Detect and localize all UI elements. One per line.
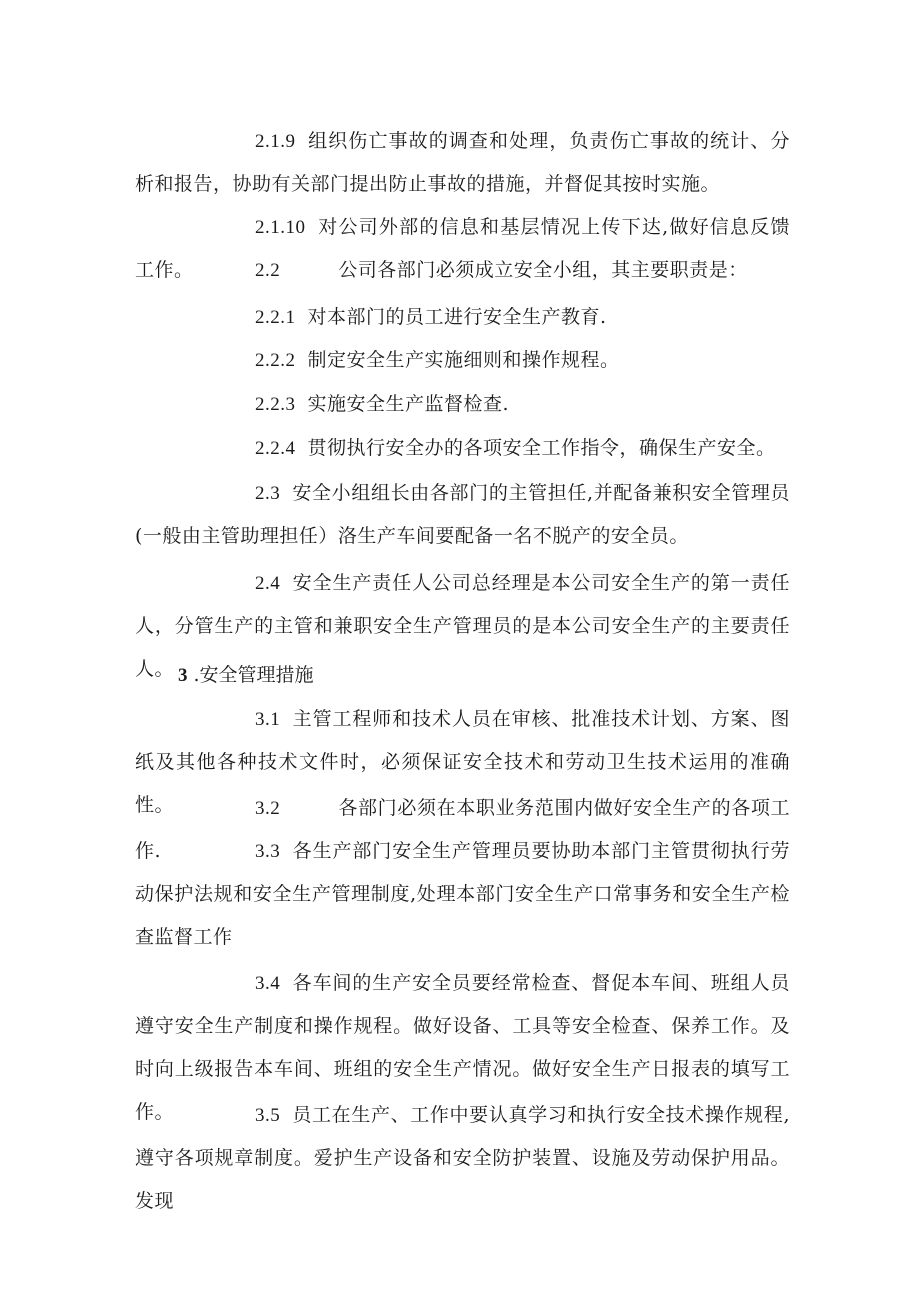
clause-number: 2.1.9 [255, 131, 296, 152]
clause-2-2 [135, 249, 790, 292]
clause-text: 对本部门的员工进行安全生产教育. [307, 306, 607, 328]
clause-2-3 [135, 472, 790, 558]
clause-number: 3.1 [255, 709, 281, 730]
clause-text: 组织伤亡事故的调查和处理，负责伤亡事故的统计、分析和报告，协助有关部门提出防止事故的措施，并督促其按时实施。 [135, 130, 790, 195]
clause-number: 2.2.4 [255, 438, 296, 459]
clause-2-2-4 [135, 427, 790, 470]
clause-number: 3.5 [255, 1105, 281, 1126]
clause-2-1-9 [135, 120, 790, 206]
clause-text: 公司各部门必须成立安全小组，其主要职责是： [338, 259, 748, 281]
clause-text: 主管工程师和技术人员在审核、批准技术计划、方案、图纸及其他各种技术文件时，必须保证安全技术和劳动卫生技术运用的准确性。 [135, 708, 790, 816]
clause-text: 贯彻执行安全办的各项安全工作指令，确保生产安全。 [307, 437, 776, 459]
clause-number: 3.2 [255, 798, 281, 819]
clause-text: 各车间的生产安全员要经常检查、督促本车间、班组人员遵守安全生产制度和操作规程。做好设备、工具等安全检查、保养工作。及时向上级报告本车间、班组的安全生产情况。做好安全生产日报表的填写工作。 [135, 972, 790, 1123]
clause-number: 3.4 [255, 973, 281, 994]
clause-number: 2.1.10 [255, 217, 306, 238]
clause-text: 实施安全生产监督检查. [307, 393, 510, 415]
clause-number: 2.2 [255, 260, 281, 281]
clause-2-2-2 [135, 339, 790, 382]
clause-text: 各部门必须在本职业务范围内做好安全生产的各项工作. [135, 797, 790, 862]
section-title: .安全管理措施 [193, 664, 314, 686]
clause-2-2-3 [135, 383, 790, 426]
clause-text: 员工在生产、工作中要认真学习和执行安全技术操作规程,遵守各项规章制度。爱护生产设备和安全防护装置、设施及劳动保护用品。发现 [135, 1104, 790, 1212]
clause-3-5 [135, 1094, 790, 1223]
clause-2-2-1 [135, 296, 790, 339]
clause-text: 安全生产责任人公司总经理是本公司安全生产的第一责任人，分管生产的主管和兼职安全生产管理员的是本公司安全生产的主要责任人。 [135, 572, 790, 680]
clause-text: 制定安全生产实施细则和操作规程。 [307, 349, 620, 371]
clause-text: 安全小组组长由各部门的主管担任,并配备兼积安全管理员(一般由主管助理担任）洛生产车间要配备一名不脱产的安全员。 [135, 482, 790, 547]
clause-number: 2.3 [255, 483, 281, 504]
clause-text: 各生产部门安全生产管理员要协助本部门主管贯彻执行劳动保护法规和安全生产管理制度,处理本部门安全生产口常事务和安全生产检查监督工作 [135, 840, 790, 948]
clause-number: 2.2.2 [255, 350, 296, 371]
clause-number: 2.2.1 [255, 307, 296, 328]
section-3-heading [178, 654, 314, 697]
clause-number: 2.2.3 [255, 394, 296, 415]
clause-number: 3.3 [255, 841, 281, 862]
clause-text: 对公司外部的信息和基层情况上传下达,做好信息反馈工作。 [135, 216, 790, 281]
clause-number: 2.4 [255, 573, 281, 594]
clause-3-3 [135, 830, 790, 959]
section-number: 3 [178, 665, 188, 686]
